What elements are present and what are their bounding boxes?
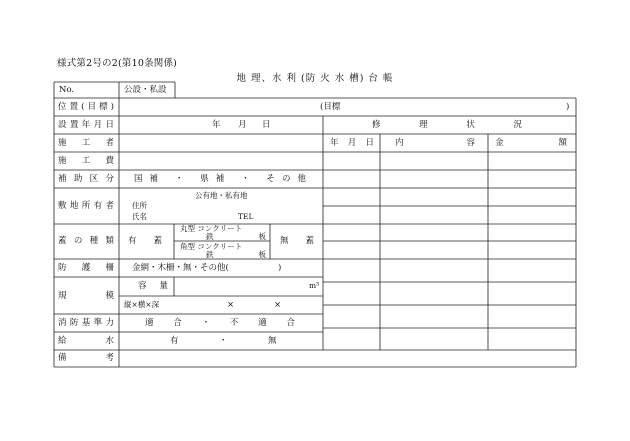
land-type-options: 公有地・私有地 (195, 191, 248, 200)
capacity-label: 容量 (138, 281, 168, 291)
without-lid-label: 無蓋 (280, 236, 314, 246)
with-lid-label: 有蓋 (128, 236, 162, 246)
water-supply-label: 給水 (58, 336, 114, 346)
subsidy-options: 国補 ・ 県補 ・ その他 (134, 174, 306, 184)
land-owner-label: 敷地所有者 (58, 201, 114, 211)
round-iron: 鉄 板 (206, 232, 266, 241)
water-supply-no: 無 (268, 336, 277, 346)
location-target-open: (目標 (320, 102, 341, 112)
subsidy-label: 補助区分 (58, 174, 114, 184)
dimension-times-1: × (227, 300, 235, 310)
cost-label: 施工費 (58, 156, 114, 166)
remarks-label: 備考 (58, 353, 114, 363)
install-month: 月 (238, 120, 247, 130)
install-day: 日 (262, 120, 271, 130)
builder-label: 施工者 (58, 138, 114, 148)
location-label: 位置(目標) (58, 102, 114, 112)
square-concrete: 角型 コンクリート (180, 242, 243, 251)
document-title: 地 理、水 利 (防 火 水 槽) 台 帳 (236, 73, 394, 84)
repair-col-date: 年月日 (330, 138, 374, 148)
capacity-unit: m³ (309, 281, 320, 290)
repair-col-amount: 金額 (495, 138, 567, 148)
water-supply-yes: 有 (170, 336, 179, 346)
fence-close: ) (278, 263, 282, 273)
dimension-times-2: × (274, 300, 282, 310)
install-date-label: 設置年月日 (58, 120, 114, 130)
ownership-options: 公設・私設 (124, 85, 167, 95)
water-supply-dot: ・ (219, 336, 228, 346)
fence-label: 防護柵 (58, 263, 114, 273)
fire-standard-options: 適合・不適合 (145, 318, 295, 328)
location-target-close: ) (566, 102, 570, 112)
address-label: 住所 (132, 201, 147, 210)
round-concrete: 丸型 コンクリート (180, 224, 243, 233)
no-label: No. (59, 85, 75, 95)
owner-name-label: 氏名 (132, 212, 147, 221)
square-iron: 鉄 板 (206, 250, 266, 259)
form-number: 様式第2号の2(第10条関係) (57, 58, 178, 69)
scale-label: 規模 (58, 291, 114, 301)
dimensions-label: 縦×横×深 (124, 300, 160, 309)
tel-label: TEL (238, 212, 254, 221)
repair-status-header: 修理状況 (372, 120, 522, 130)
fire-standard-label: 消防基準力 (58, 318, 114, 328)
fence-options: 金網・木柵・無・その他( (132, 263, 229, 273)
repair-col-content: 内容 (395, 138, 475, 148)
lid-type-label: 蓋の種類 (58, 236, 114, 246)
install-year: 年 (212, 120, 221, 130)
